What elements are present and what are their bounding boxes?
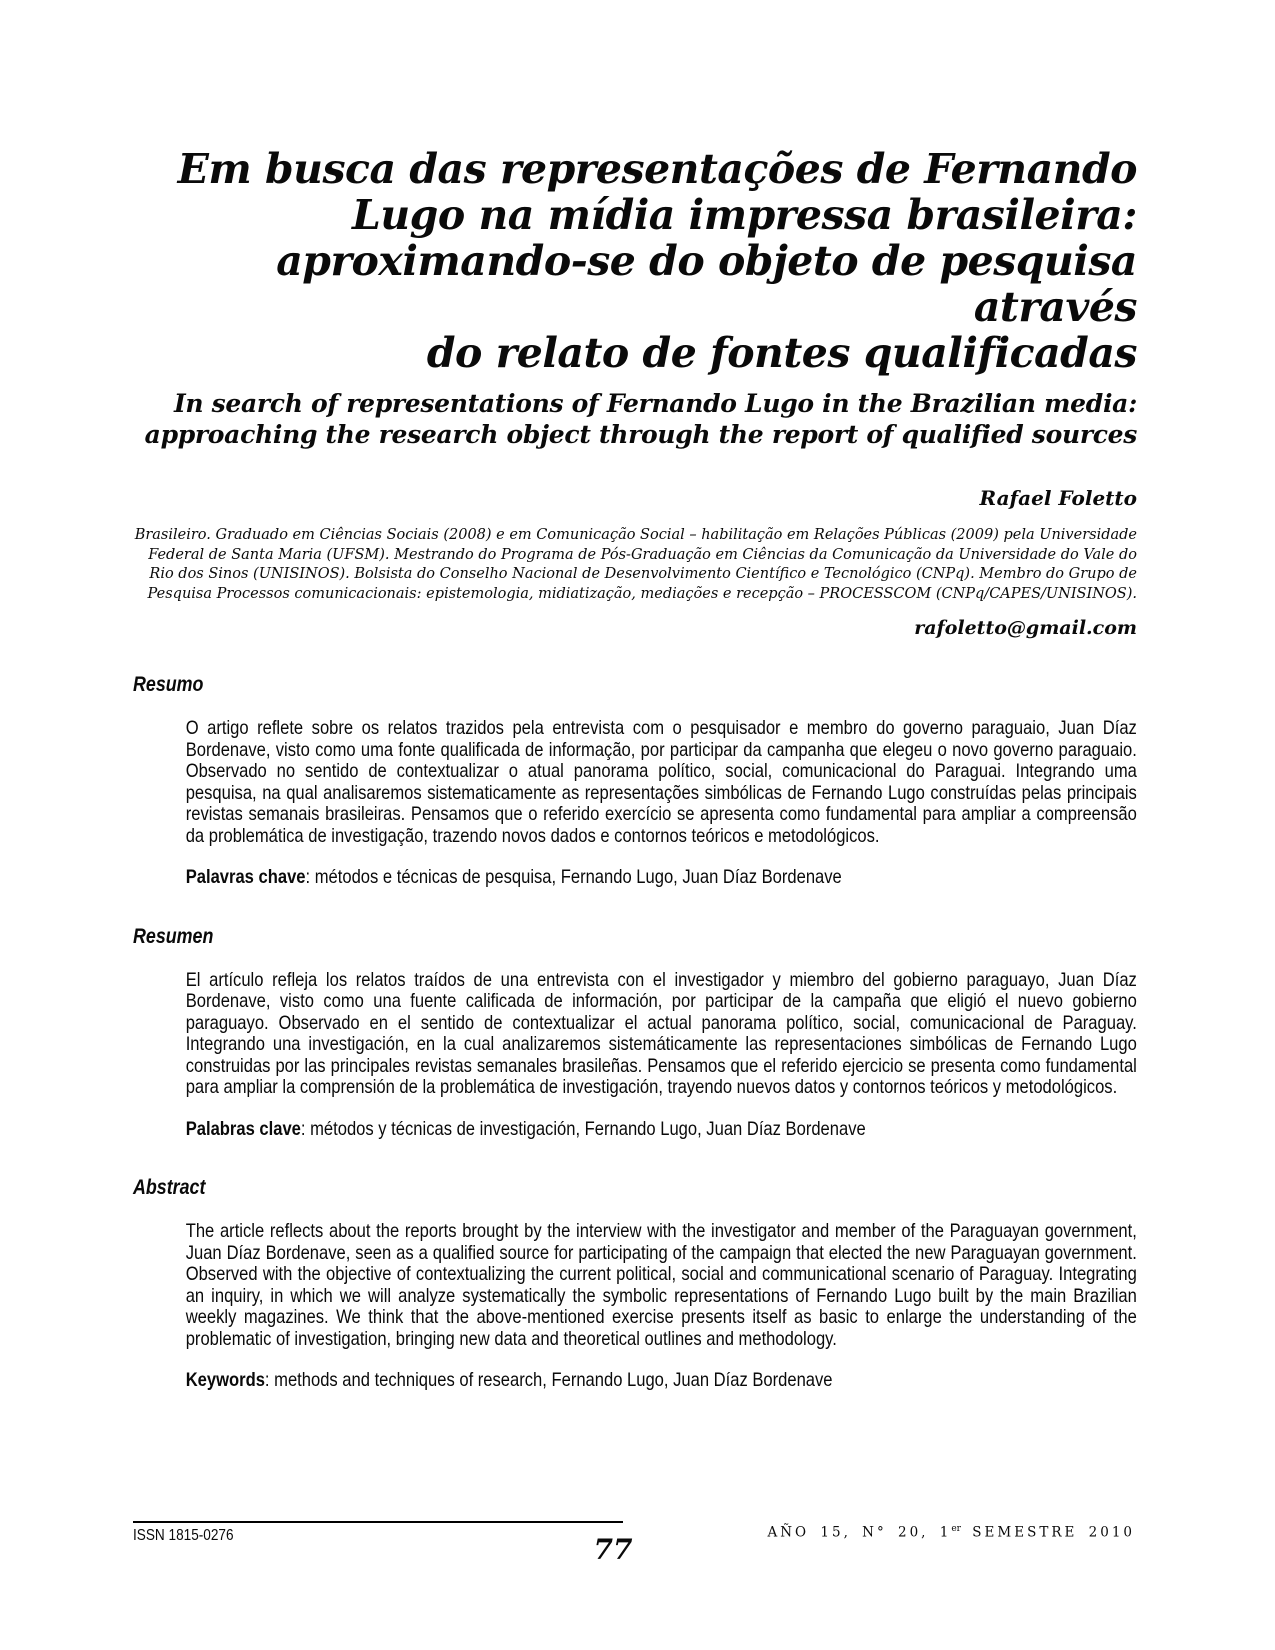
resumen-heading: Resumen <box>133 924 214 948</box>
issn-label: ISSN 1815-0276 <box>133 1527 234 1544</box>
author-name: Rafael Foletto <box>979 486 1137 510</box>
resumo-keywords-label: Palavras chave <box>185 866 306 888</box>
resumen-keywords-line <box>186 1119 1137 1141</box>
issue-info-suffix: SEMESTRE 2010 <box>961 1524 1135 1541</box>
resumo-keywords-line <box>186 867 1137 889</box>
abstract-heading: Abstract <box>133 1176 206 1199</box>
abstract-keywords-text: : methods and techniques of research, Fernando Lugo, Juan Díaz Bordenave <box>264 1369 833 1391</box>
resumo-heading: Resumo <box>133 673 204 696</box>
author-affiliation: Brasileiro. Graduado em Ciências Sociais (2008) e em Comunicação Social – habilitação em Relações Públicas (2009) pela Universidade Federal de Santa Maria (UFSM). Mestrando do Programa de Pós-Graduação em Ciências da Comunicação da Universidade do Vale do Rio dos Sinos (UNISINOS). Bolsista do Conselho Nacional de Desenvolvimento Científico e Tecnológico (CNPq). Membro do Grupo de Pesquisa Processos comunicacionais: epistemologia, midiatização, mediações e recepção – PROCESSCOM (CNPq/CAPES/UNISINOS). <box>134 527 1137 602</box>
title-pt-line-2: Lugo na mídia impressa brasileira: <box>352 191 1137 239</box>
article-title-pt <box>133 146 1137 376</box>
author-email: rafoletto@gmail.com <box>914 617 1137 639</box>
resumen-keywords-label: Palabras clave <box>185 1117 301 1140</box>
issue-info-prefix: AÑO 15, N° 20, 1 <box>767 1524 952 1541</box>
resumen-body: El artículo refleja los relatos traídos de una entrevista con el investigador y miembro del gobierno paraguayo, Juan Díaz Bordenave, visto como una fuente calificada de información, por participar de la campaña que eligió el nuevo gobierno paraguayo. Observado en el sentido de contextualizar el actual panorama político, social, comunicacional de Paraguay. Integrando una investigación, en la cual analizaremos sistemáticamente las representaciones simbólicas de Fernando Lugo construidas por las principales revistas semanales brasileñas. Pensamos que el referido ejercicio se presenta como fundamental para ampliar la comprensión de la problemática de investigación, trayendo nuevos datos y contornos teóricos y metodológicos. <box>185 968 1137 1098</box>
section-resumo <box>133 673 1137 889</box>
footnote-rule <box>133 1521 623 1523</box>
title-pt-line-1: Em busca das representações de Fernando <box>177 145 1137 193</box>
article-title-en <box>133 388 1137 450</box>
section-abstract <box>133 1176 1137 1392</box>
section-resumen <box>133 925 1137 1141</box>
abstract-body: The article reflects about the reports brought by the interview with the investigator and member of the Paraguayan government, Juan Díaz Bordenave, seen as a qualified source for participating of the campaign that elected the new Paraguayan government. Observed with the objective of contextualizing the current political, social and communicational scenario of Paraguay. Integrating an inquiry, in which we will analyze systematically the symbolic representations of Fernando Lugo built by the main Brazilian weekly magazines. We think that the above-mentioned exercise presents itself as basic to enlarge the understanding of the problematic of investigation, bringing new data and theoretical outlines and methodology. <box>185 1220 1137 1350</box>
abstract-keywords-line <box>186 1370 1137 1392</box>
author-block <box>133 486 1137 640</box>
resumen-keywords-text: : métodos y técnicas de investigación, Fernando Lugo, Juan Díaz Bordenave <box>300 1117 866 1140</box>
title-en-line-2: approaching the research object through the report of qualified sources <box>144 420 1137 449</box>
issue-info-ordinal: er <box>951 1524 961 1534</box>
title-block <box>133 146 1137 450</box>
title-pt-line-3: aproximando-se do objeto de pesquisa através <box>276 237 1137 331</box>
abstract-keywords-label: Keywords <box>185 1369 265 1391</box>
resumo-keywords-text: : métodos e técnicas de pesquisa, Fernando Lugo, Juan Díaz Bordenave <box>305 866 842 888</box>
resumo-body: O artigo reflete sobre os relatos trazidos pela entrevista com o pesquisador e membro do governo paraguaio, Juan Díaz Bordenave, visto como uma fonte qualificada de informação, por participar da campanha que elegeu o novo governo paraguaio. Observado no sentido de contextualizar o atual panorama político, social, comunicacional do Paraguai. Integrando uma pesquisa, na qual analisaremos sistematicamente as representações simbólicas de Fernando Lugo construídas pelas principais revistas semanais brasileiras. Pensamos que o referido exercício se apresenta como fundamental para ampliar a compreensão da problemática de investigação, trazendo novos dados e contornos teóricos e metodológicos. <box>185 717 1137 847</box>
title-en-line-1: In search of representations of Fernando Lugo in the Brazilian media: <box>173 389 1137 418</box>
abstracts-container <box>133 673 1137 1392</box>
title-pt-line-4: do relato de fontes qualificadas <box>426 329 1137 377</box>
page-number: 77 <box>593 1533 633 1566</box>
